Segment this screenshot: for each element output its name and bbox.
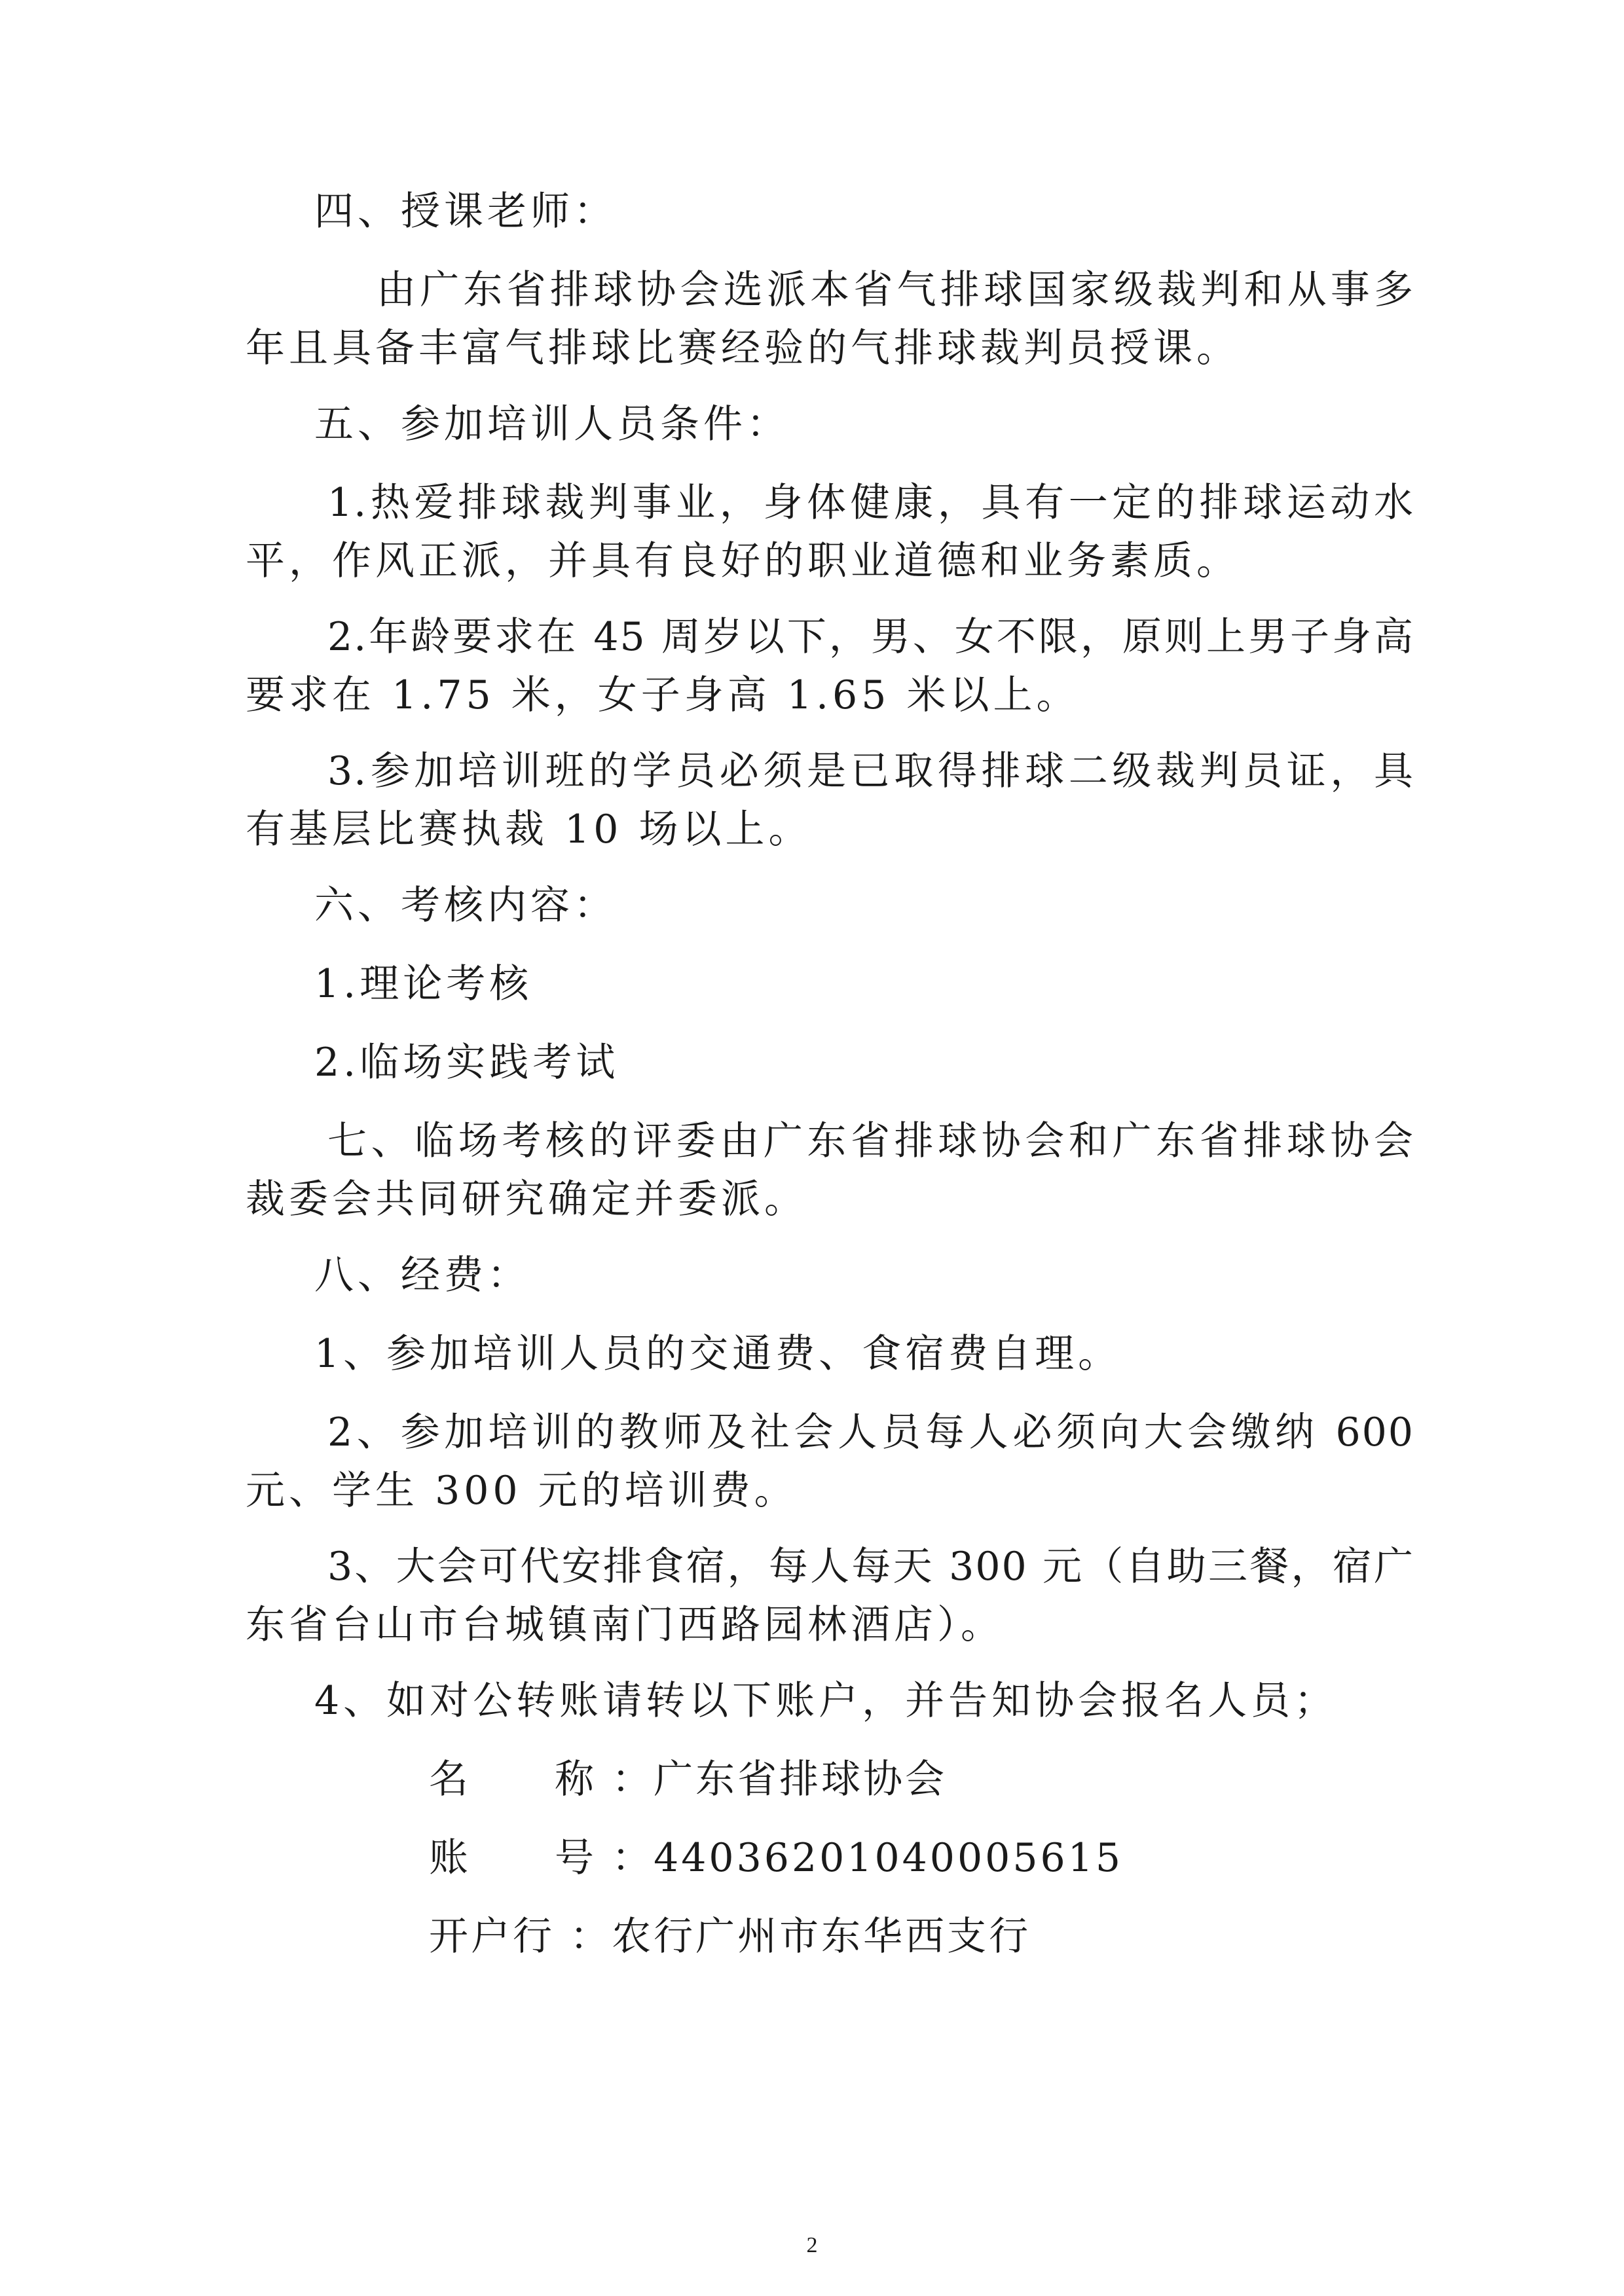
section4-line1: 由广东省排球协会选派本省气排球国家级裁判和从事多 — [377, 267, 1414, 313]
section4-heading: 四、授课老师： — [314, 189, 617, 234]
section7-line1: 七、临场考核的评委由广东省排球协会和广东省排球协会 — [327, 1118, 1414, 1164]
section5-item2-line2: 要求在 1.75 米，女子身高 1.65 米以上。 — [246, 672, 1080, 718]
section8-item2-line2: 元、学生 300 元的培训费。 — [246, 1468, 798, 1514]
account-number-row: 账 号 ：44036201040005615 — [429, 1835, 1124, 1881]
section4-line2: 年且具备丰富气排球比赛经验的气排球裁判员授课。 — [246, 325, 1240, 371]
section5-item1-line1: 1.热爱排球裁判事业，身体健康，具有一定的排球运动水 — [327, 480, 1414, 526]
page-number: 2 — [806, 2233, 818, 2257]
section8-item3-line1: 3、大会可代安排食宿，每人每天 300 元（自助三餐，宿广 — [327, 1544, 1414, 1590]
section7-line2: 裁委会共同研究确定并委派。 — [246, 1176, 807, 1222]
section8-heading: 八、经费： — [314, 1252, 530, 1298]
section8-item1: 1、参加培训人员的交通费、食宿费自理。 — [314, 1331, 1122, 1377]
section8-item4: 4、如对公转账请转以下账户，并告知协会报名人员； — [314, 1678, 1338, 1724]
account-name-row: 名 称 ：广东省排球协会 — [429, 1757, 948, 1802]
section8-item3-line2: 东省台山市台城镇南门西路园林酒店）。 — [246, 1602, 1004, 1648]
section6-item2: 2.临场实践考试 — [314, 1040, 619, 1085]
section5-heading: 五、参加培训人员条件： — [314, 401, 790, 447]
section8-item2-line1: 2、参加培训的教师及社会人员每人必须向大会缴纳 600 — [327, 1410, 1414, 1455]
account-bank-row: 开户行 ：农行广州市东华西支行 — [429, 1914, 1031, 1959]
section6-heading: 六、考核内容： — [314, 883, 617, 928]
section5-item3-line2: 有基层比赛执裁 10 场以上。 — [246, 807, 812, 852]
section5-item1-line2: 平，作风正派，并具有良好的职业道德和业务素质。 — [246, 538, 1240, 584]
section6-item1: 1.理论考核 — [314, 961, 533, 1007]
section5-item3-line1: 3.参加培训班的学员必须是已取得排球二级裁判员证，具 — [327, 748, 1414, 794]
section5-item2-line1: 2.年龄要求在 45 周岁以下，男、女不限，原则上男子身高 — [327, 614, 1414, 660]
